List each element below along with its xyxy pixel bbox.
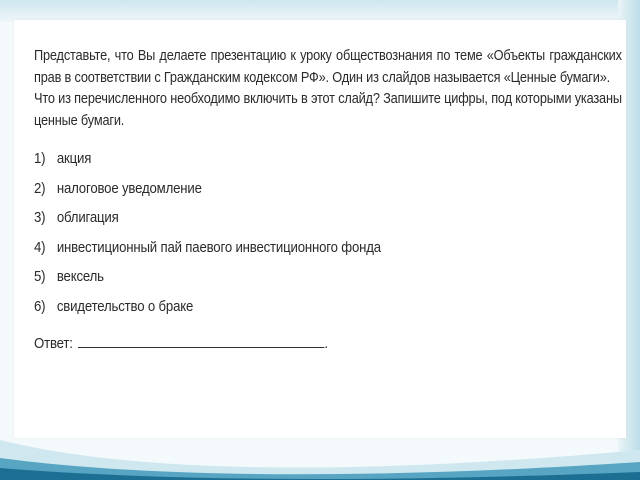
frame-top-band xyxy=(0,0,640,22)
task-text xyxy=(34,46,622,355)
option-text: акция xyxy=(56,150,92,167)
question-paragraph-2: Что из перечисленного необходимо включить в этот слайд? Запишите цифры, под которыми указаны ценные бумаги. xyxy=(34,91,622,129)
answer-label: Ответ: xyxy=(34,335,73,352)
option-number: 4) xyxy=(34,238,46,256)
option-text: налоговое уведомление xyxy=(56,179,202,197)
option-text: облигация xyxy=(56,209,119,226)
option-number: 3) xyxy=(34,209,46,226)
list-item xyxy=(34,292,551,322)
answer-end-mark: . xyxy=(324,335,328,352)
slide-content xyxy=(14,20,626,438)
list-item xyxy=(34,174,551,204)
option-text: свидетельство о браке xyxy=(56,297,194,315)
options-list xyxy=(34,144,551,321)
option-number: 1) xyxy=(34,150,46,167)
option-number: 5) xyxy=(34,268,46,285)
question-paragraph-1: Представьте, что Вы делаете презентацию к уроку обществознания по теме «Объекты гражданских прав в соответствии с Гражданским кодексом РФ». Один из слайдов называется «Ценные бумаги». xyxy=(34,48,622,86)
question xyxy=(34,46,622,132)
answer-row xyxy=(34,333,551,355)
list-item xyxy=(34,233,551,263)
option-text: вексель xyxy=(56,268,104,285)
option-number: 6) xyxy=(34,297,46,315)
list-item xyxy=(34,203,551,233)
option-text: инвестиционный пай паевого инвестиционного фонда xyxy=(56,238,381,256)
answer-blank-line[interactable] xyxy=(78,333,324,348)
list-item xyxy=(34,144,551,174)
list-item xyxy=(34,262,551,292)
option-number: 2) xyxy=(34,179,46,197)
